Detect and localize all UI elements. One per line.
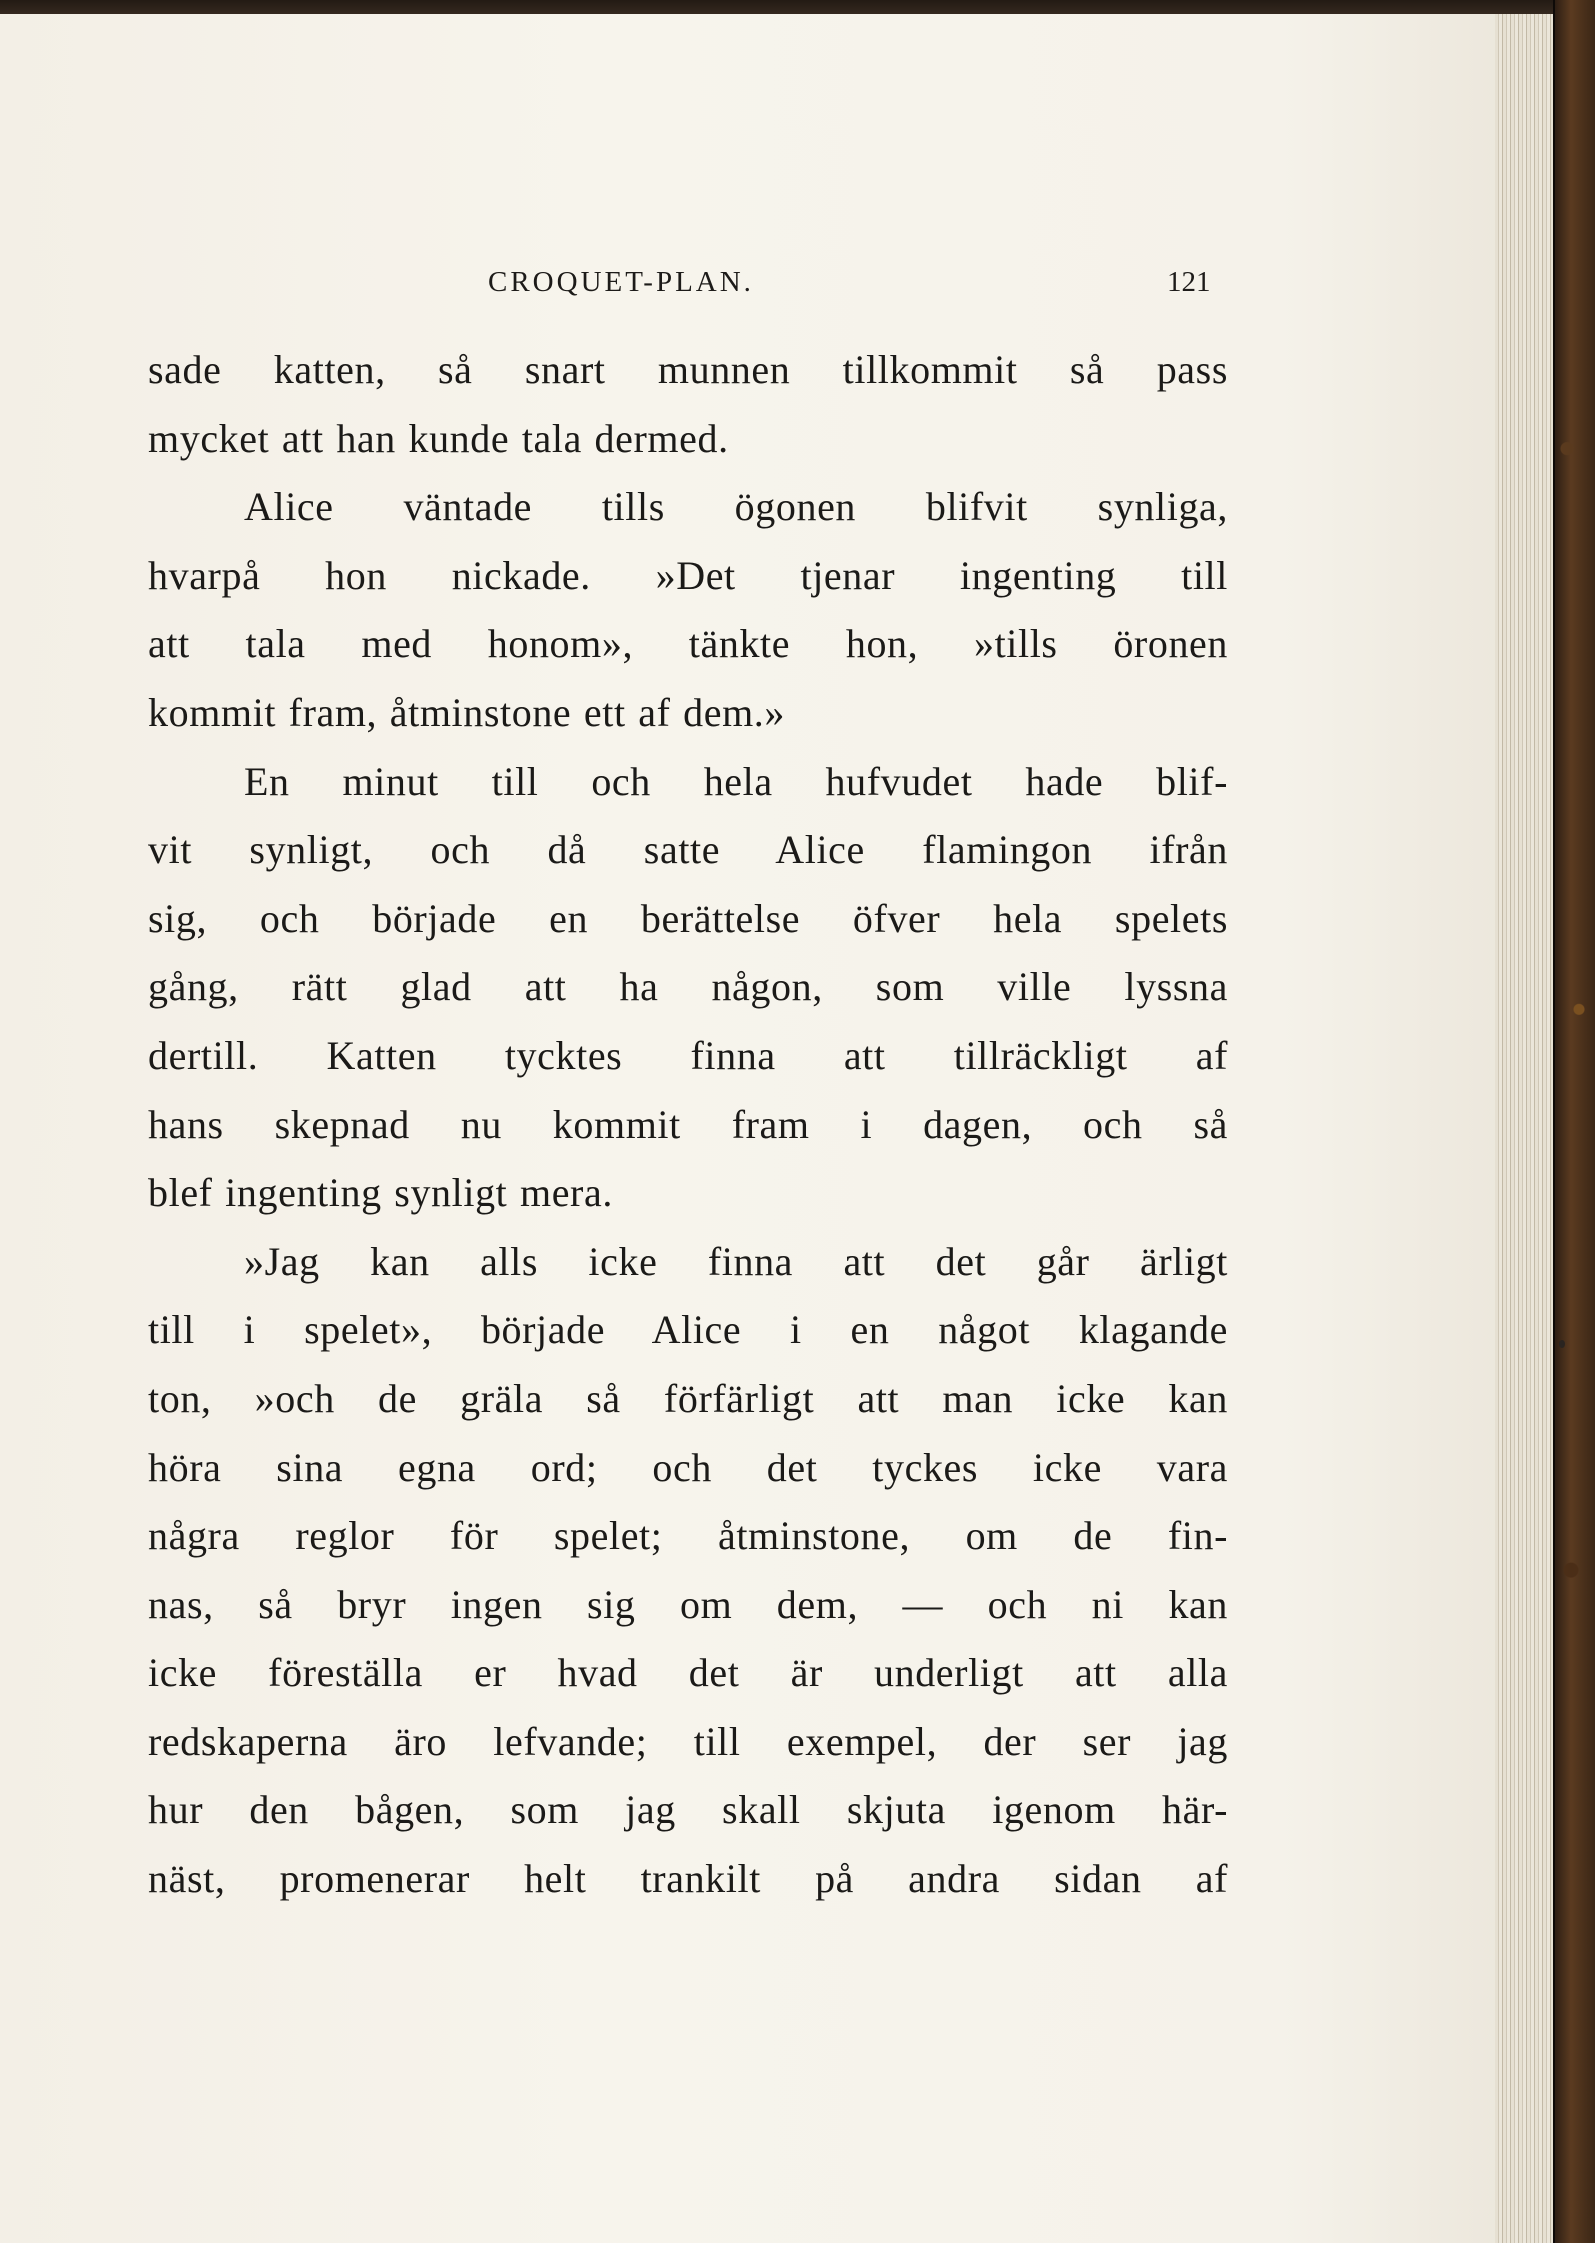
running-title: CROQUET-PLAN. <box>488 266 754 298</box>
text-line: till i spelet», började Alice i en något klagande <box>148 1307 1228 1353</box>
text-line: hans skepnad nu kommit fram i dagen, och så <box>148 1101 1228 1147</box>
text-line: gång, rätt glad att ha någon, som ville lyssna <box>148 964 1228 1010</box>
page-number: 121 <box>1167 266 1211 298</box>
text-line: näst, promenerar helt trankilt på andra sidan af <box>148 1856 1228 1902</box>
running-head <box>0 266 1505 306</box>
text-line: ton, »och de gräla så förfärligt att man icke kan <box>148 1375 1228 1421</box>
book-cover-marbled-edge <box>1555 0 1595 2243</box>
text-line: mycket att han kunde tala dermed. <box>148 415 729 461</box>
text-line: Alice väntade tills ögonen blifvit synliga, <box>244 484 1228 530</box>
body-text <box>148 336 1228 1914</box>
text-line: några reglor för spelet; åtminstone, om de fin- <box>148 1513 1228 1559</box>
text-line: blef ingenting synligt mera. <box>148 1170 613 1216</box>
text-line: hur den bågen, som jag skall skjuta igenom här- <box>148 1787 1228 1833</box>
text-line: dertill. Katten tycktes finna att tillräckligt af <box>148 1032 1228 1078</box>
text-line: sig, och började en berättelse öfver hela spelets <box>148 895 1228 941</box>
text-line: nas, så bryr ingen sig om dem, — och ni kan <box>148 1581 1228 1627</box>
page-stack-edges <box>1495 14 1555 2243</box>
text-line: icke föreställa er hvad det är underligt att alla <box>148 1650 1228 1696</box>
text-line: redskaperna äro lefvande; till exempel, der ser jag <box>148 1718 1228 1764</box>
text-line: En minut till och hela hufvudet hade blif- <box>244 758 1228 804</box>
text-line: sade katten, så snart munnen tillkommit så pass <box>148 347 1228 392</box>
text-line: höra sina egna ord; och det tyckes icke vara <box>148 1444 1228 1490</box>
text-line: att tala med honom», tänkte hon, »tills öronen <box>148 621 1228 667</box>
text-line: vit synligt, och då satte Alice flamingon ifrån <box>148 827 1228 873</box>
text-line: »Jag kan alls icke finna att det går ärligt <box>244 1238 1228 1284</box>
text-line: hvarpå hon nickade. »Det tjenar ingenting till <box>148 552 1228 598</box>
text-line: kommit fram, åtminstone ett af dem.» <box>148 689 786 735</box>
ink-speck <box>1559 1340 1565 1348</box>
